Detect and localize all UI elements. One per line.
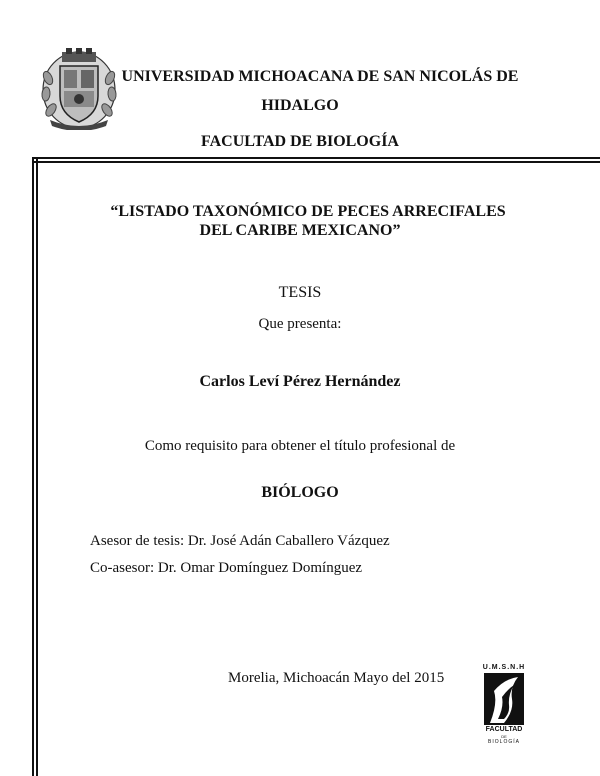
- place-date: Morelia, Michoacán Mayo del 2015: [228, 670, 445, 686]
- thesis-title-line1: “LISTADO TAXONÓMICO DE PECES ARRECIFALES: [110, 203, 506, 220]
- presents-label: Que presenta:: [258, 316, 342, 332]
- logo-line3: BIOLOGÍA: [488, 739, 520, 745]
- university-name-line2: HIDALGO: [261, 97, 339, 114]
- thesis-title-line2: DEL CARIBE MEXICANO”: [199, 222, 401, 239]
- faculty-logo-icon: [474, 664, 534, 756]
- author-name: Carlos Leví Pérez Hernández: [199, 373, 401, 390]
- degree-title: BIÓLOGO: [261, 484, 339, 501]
- logo-line1: FACULTAD: [485, 726, 523, 733]
- logo-university-abbrev: U.M.S.N.H: [482, 664, 526, 671]
- coadvisor: Co-asesor: Dr. Omar Domínguez Domínguez: [90, 560, 363, 576]
- logo-line2: DE: [501, 734, 507, 739]
- page-border-top: [32, 157, 600, 163]
- advisor: Asesor de tesis: Dr. José Adán Caballero Vázquez: [90, 533, 390, 549]
- university-name-line1: UNIVERSIDAD MICHOACANA DE SAN NICOLÁS DE: [121, 68, 519, 85]
- faculty-name: FACULTAD DE BIOLOGÍA: [201, 133, 399, 150]
- thesis-type: TESIS: [278, 284, 322, 301]
- page-border-left: [32, 157, 38, 776]
- university-seal-icon: [40, 48, 118, 130]
- degree-requirement: Como requisito para obtener el título profesional de: [144, 438, 456, 454]
